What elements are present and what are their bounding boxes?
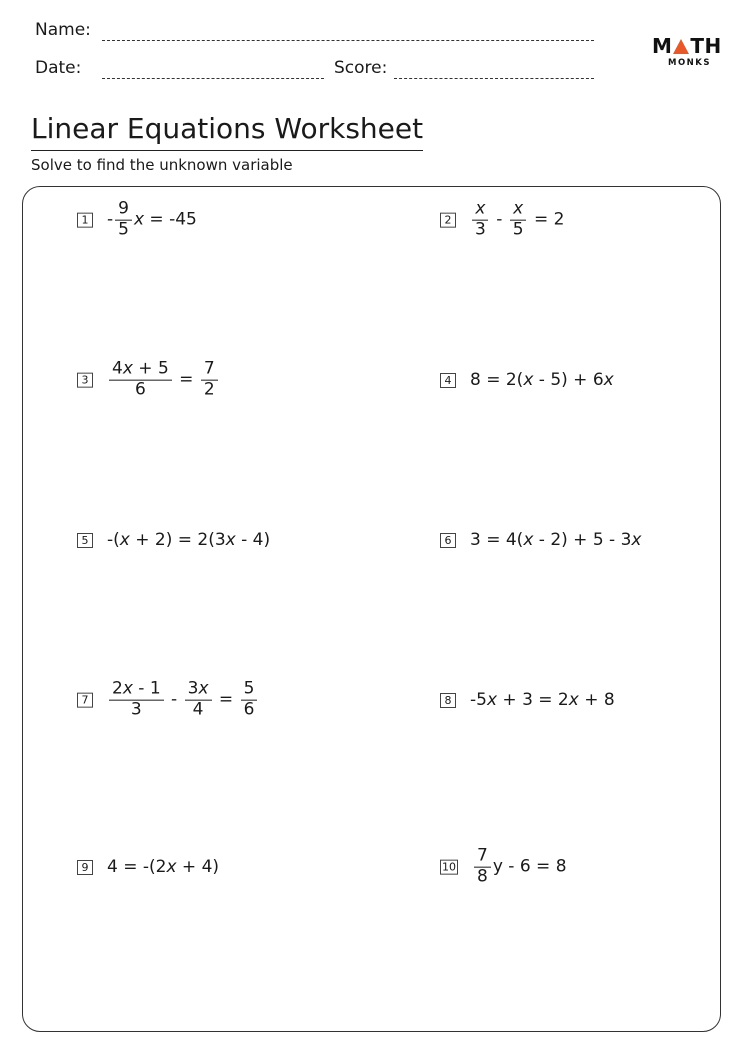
equation [470,198,565,240]
variable: x [486,690,498,710]
problem-number: 4 [440,373,456,388]
term: - 2) + 5 - 3 [533,530,632,550]
problem-number: 10 [442,860,456,874]
term: - 4) [235,530,271,550]
equation [107,198,197,240]
fraction [474,845,491,887]
problem-8 [440,690,615,710]
numerator [109,358,172,381]
term: = -45 [144,210,197,230]
term: + 4) [176,857,220,877]
term: -5 [470,690,487,710]
worksheet-title: Linear Equations Worksheet [31,112,423,151]
equation [107,678,259,720]
term: - [165,690,183,710]
denominator: 6 [134,379,146,400]
numerator [109,678,164,701]
variable: x [631,530,642,550]
variable: x [568,690,579,710]
numerator: 7 [474,848,491,868]
term: + 3 = 2 [497,690,569,710]
equation [472,845,567,887]
equation [107,530,270,550]
score-label: Score: [334,58,388,78]
variable: x [122,358,133,379]
term: = [213,690,239,710]
denominator: 5 [512,219,524,240]
logo-subtext: MONKS [668,58,712,68]
variable: x [166,857,177,877]
denominator: 3 [475,219,486,240]
problem-1 [77,198,197,240]
problem-5 [77,530,270,550]
problem-number: 3 [77,373,93,388]
score-field[interactable] [394,78,594,79]
numerator [510,198,526,221]
problem-3 [77,358,220,400]
term: + 2) = 2(3 [129,530,226,550]
problem-number: 5 [77,533,93,548]
variable: x [225,530,236,550]
variable: x [119,530,130,550]
term: y - 6 = 8 [492,857,567,877]
term: - [107,210,114,230]
fraction [109,678,164,720]
problem-10 [440,845,567,887]
fraction [201,358,218,400]
equation [470,690,615,710]
denominator: 4 [192,699,204,720]
fraction [109,358,172,400]
denominator: 2 [203,379,215,400]
problems-panel [22,186,721,1032]
problem-2 [440,198,565,240]
denominator: 5 [118,219,129,240]
problem-number: 9 [77,860,93,875]
fraction [185,678,212,720]
fraction [241,678,258,720]
numerator [185,678,212,701]
date-field[interactable] [102,78,324,79]
variable: x [523,530,534,550]
term: + 8 [578,690,615,710]
variable: x [122,678,133,699]
problem-4 [440,370,614,390]
term: 4 [112,358,123,379]
numerator: 7 [201,361,218,381]
term: - 1 [132,678,161,699]
name-label: Name: [35,20,91,40]
problem-6 [440,530,641,550]
fraction [472,198,489,240]
term: -( [107,530,120,550]
denominator: 3 [130,699,142,720]
numerator: 5 [241,681,258,701]
variable: x [523,370,534,390]
equation [107,857,219,877]
term: 2 [112,678,123,699]
term: 4 = -(2 [107,857,167,877]
logo-triangle-icon [673,39,689,54]
numerator [472,198,488,221]
equation [470,530,641,550]
numerator: 9 [115,201,132,221]
worksheet-instructions: Solve to find the unknown variable [31,156,293,174]
date-label: Date: [35,58,82,78]
term: 8 = 2( [470,370,524,390]
denominator: 6 [243,699,255,720]
problem-number: 8 [440,693,456,708]
fraction [115,198,132,240]
equation [470,370,614,390]
problem-9 [77,857,219,877]
fraction [510,198,527,240]
term: + 5 [132,358,169,379]
variable: x [475,198,486,219]
problem-number: 7 [77,693,93,708]
term: - [490,210,508,230]
name-field[interactable] [102,40,594,41]
term: 3 [187,678,199,699]
term: - 5) + 6 [533,370,604,390]
term: = [173,370,199,390]
problem-7 [77,678,259,720]
problem-number: 2 [440,213,456,228]
variable: x [603,370,614,390]
math-monks-logo [652,34,722,68]
variable: x [513,198,524,219]
term: = 2 [528,210,565,230]
logo-text-left: M [652,34,673,58]
problem-number: 1 [77,213,93,228]
problem-number: 6 [440,533,456,548]
variable: x [133,210,145,230]
term: 3 = 4( [470,530,524,550]
denominator: 8 [477,866,488,887]
equation [107,358,220,400]
logo-text-right: TH [690,34,722,58]
variable: x [198,678,209,699]
